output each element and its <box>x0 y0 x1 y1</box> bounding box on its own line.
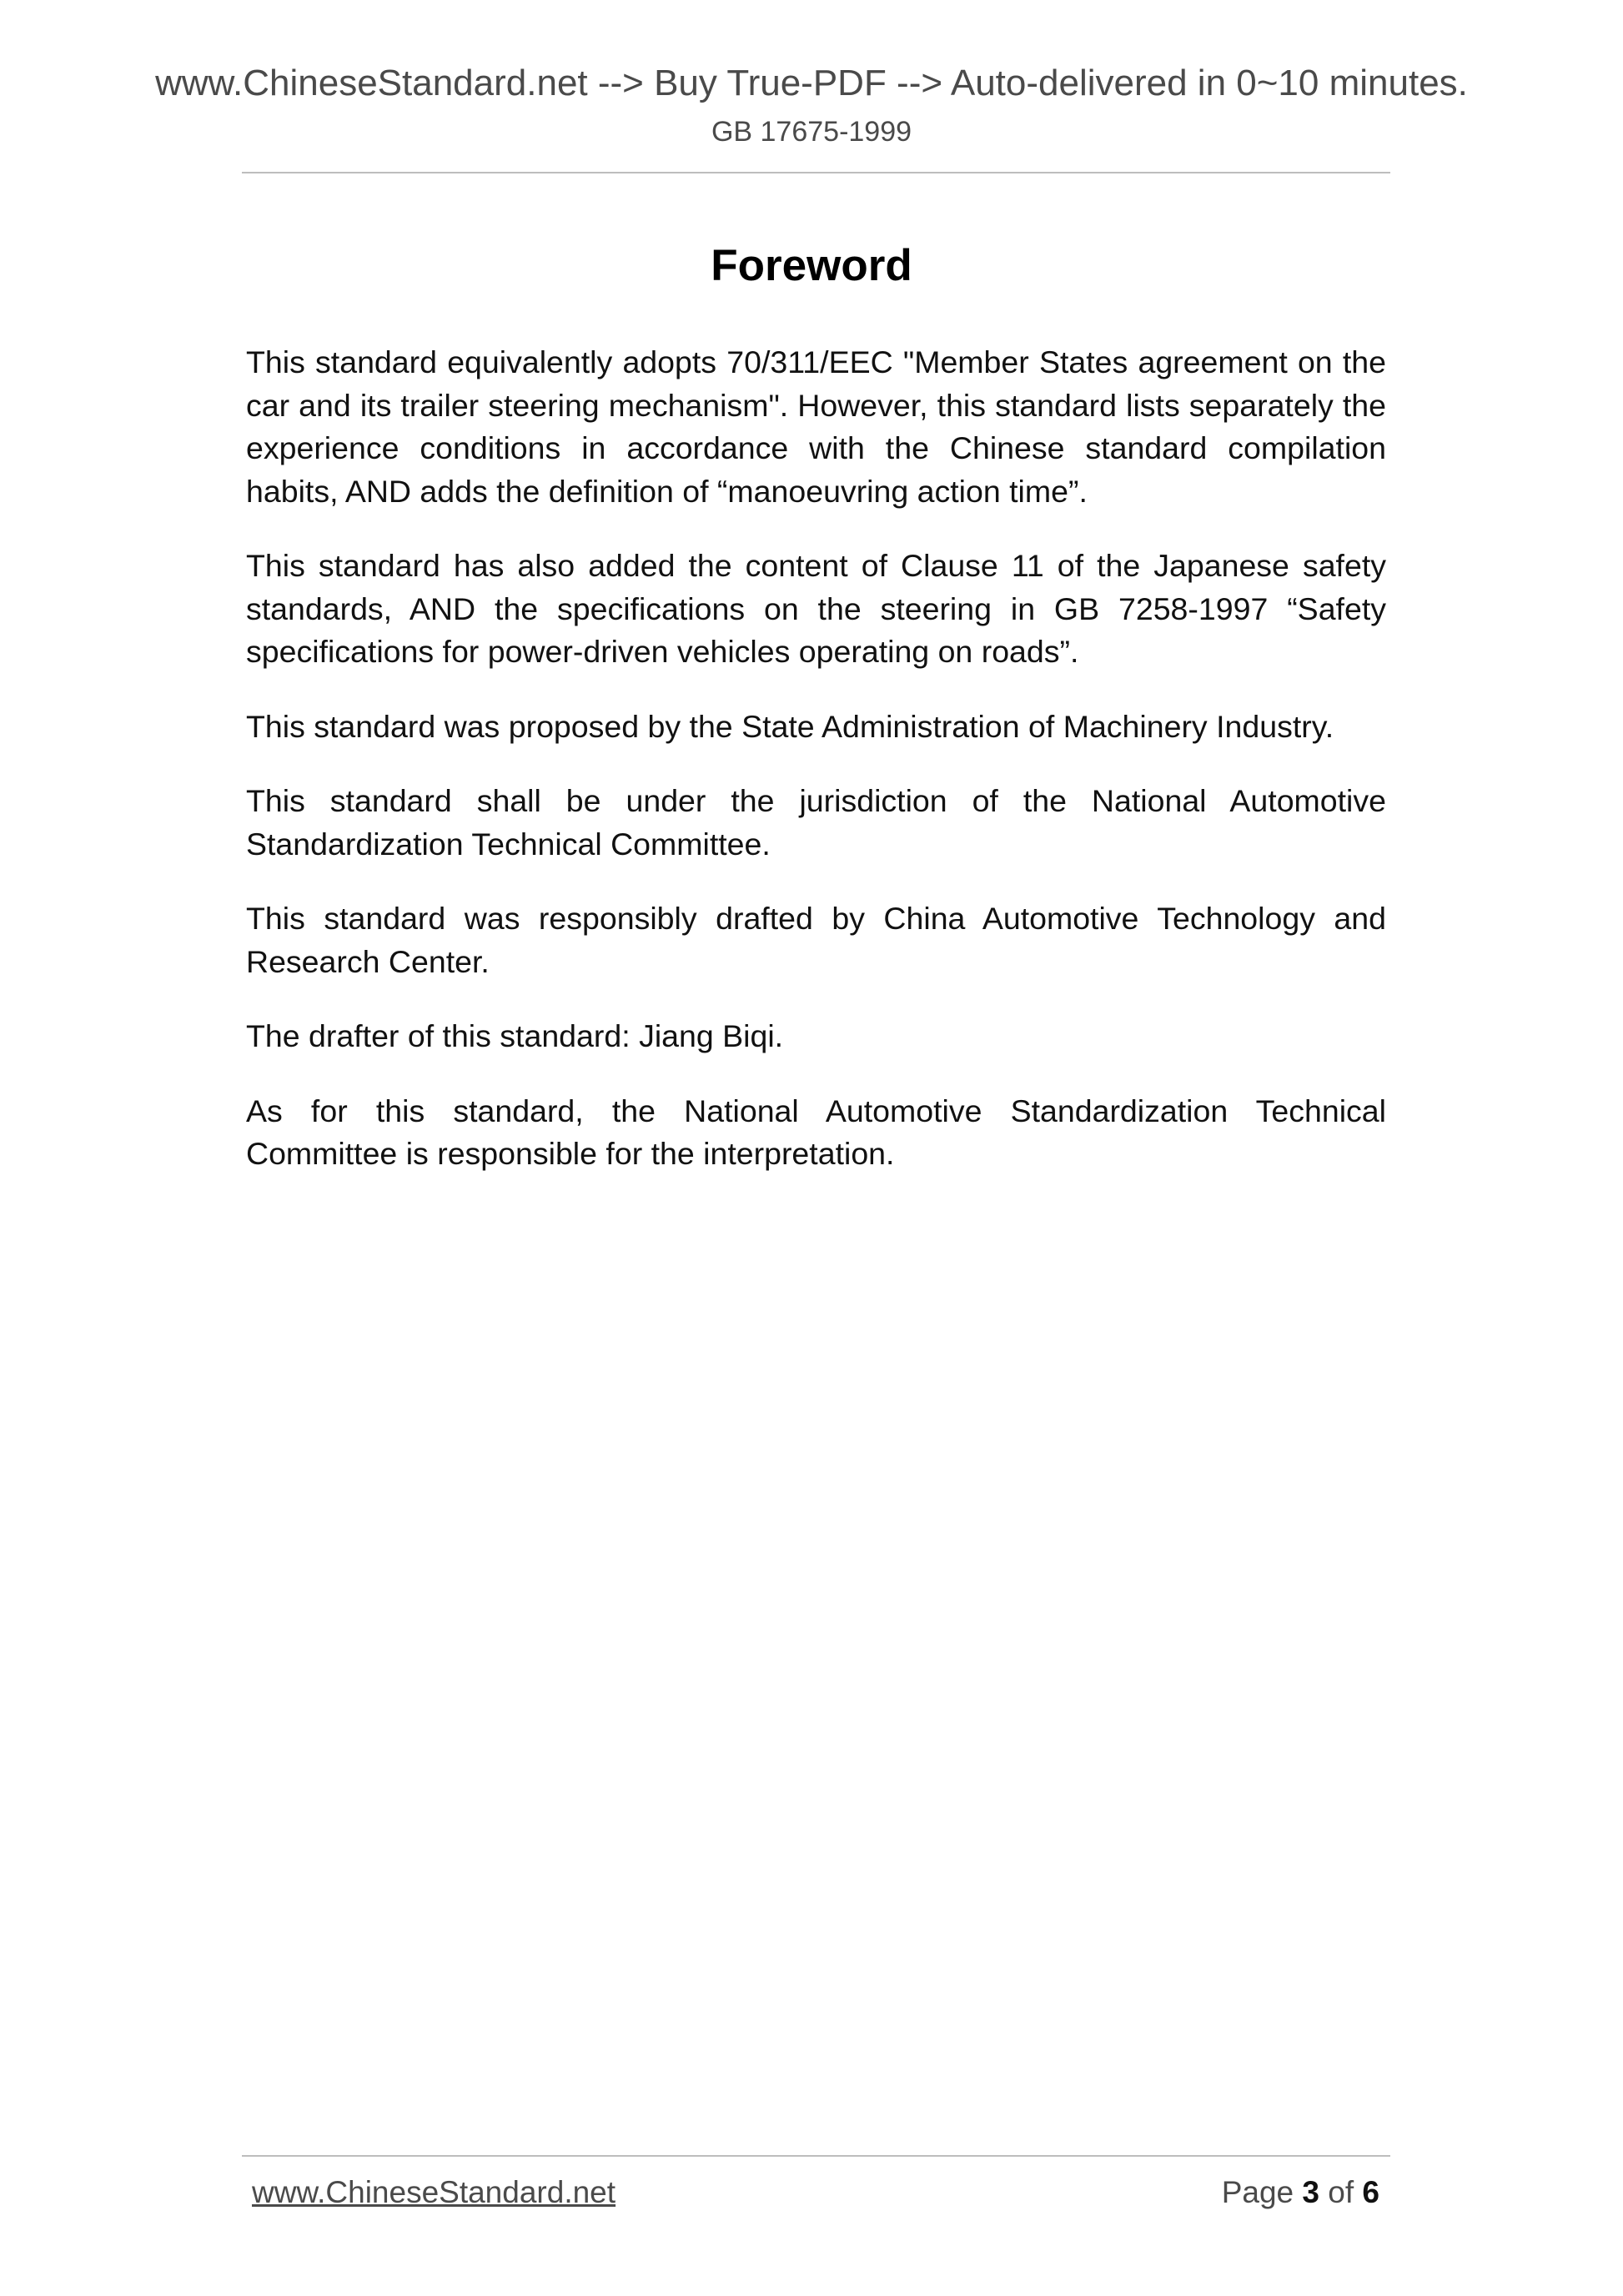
page-prefix: Page <box>1221 2175 1294 2209</box>
header-banner: www.ChineseStandard.net --> Buy True-PDF --> Auto-delivered in 0~10 minutes. <box>155 63 1468 103</box>
paragraph-additions: This standard has also added the content of Clause 11 of the Japanese safety standards, AND the specifications on the steering in GB 7258-1997 “Safety specifications for power-driven vehicles operating on roads”. <box>246 548 1386 669</box>
paragraph-interpretation: As for this standard, the National Automotive Standardization Technical Committee is responsible for the interpretation. <box>246 1093 1386 1171</box>
paragraph-drafter: The drafter of this standard: Jiang Biqi. <box>246 1018 784 1053</box>
paragraph-jurisdiction: This standard shall be under the jurisdiction of the National Automotive Standardization Technical Committee. <box>246 783 1386 862</box>
paragraph-proposed-by: This standard was proposed by the State Administration of Machinery Industry. <box>246 708 1334 744</box>
total-pages-number: 6 <box>1362 2175 1379 2209</box>
footer-website-link[interactable]: www.ChineseStandard.net <box>252 2175 616 2209</box>
footer-divider <box>242 2155 1390 2157</box>
foreword-body <box>246 341 1386 1208</box>
page-separator: of <box>1328 2175 1354 2209</box>
paragraph-drafted-by: This standard was responsibly drafted by China Automotive Technology and Research Center. <box>246 901 1386 979</box>
paragraph-adoption: This standard equivalently adopts 70/311/EEC "Member States agreement on the car and its trailer steering mechanism". However, this standard lists separately the experience conditions in accordance with the Chinese standard compilation habits, AND adds the definition of “manoeuvring action time”. <box>246 344 1386 509</box>
header-divider <box>242 172 1390 173</box>
current-page-number: 3 <box>1302 2175 1319 2209</box>
page-indicator <box>1222 2173 1379 2212</box>
standard-code: GB 17675-1999 <box>711 116 912 148</box>
page-title: Foreword <box>711 241 912 290</box>
